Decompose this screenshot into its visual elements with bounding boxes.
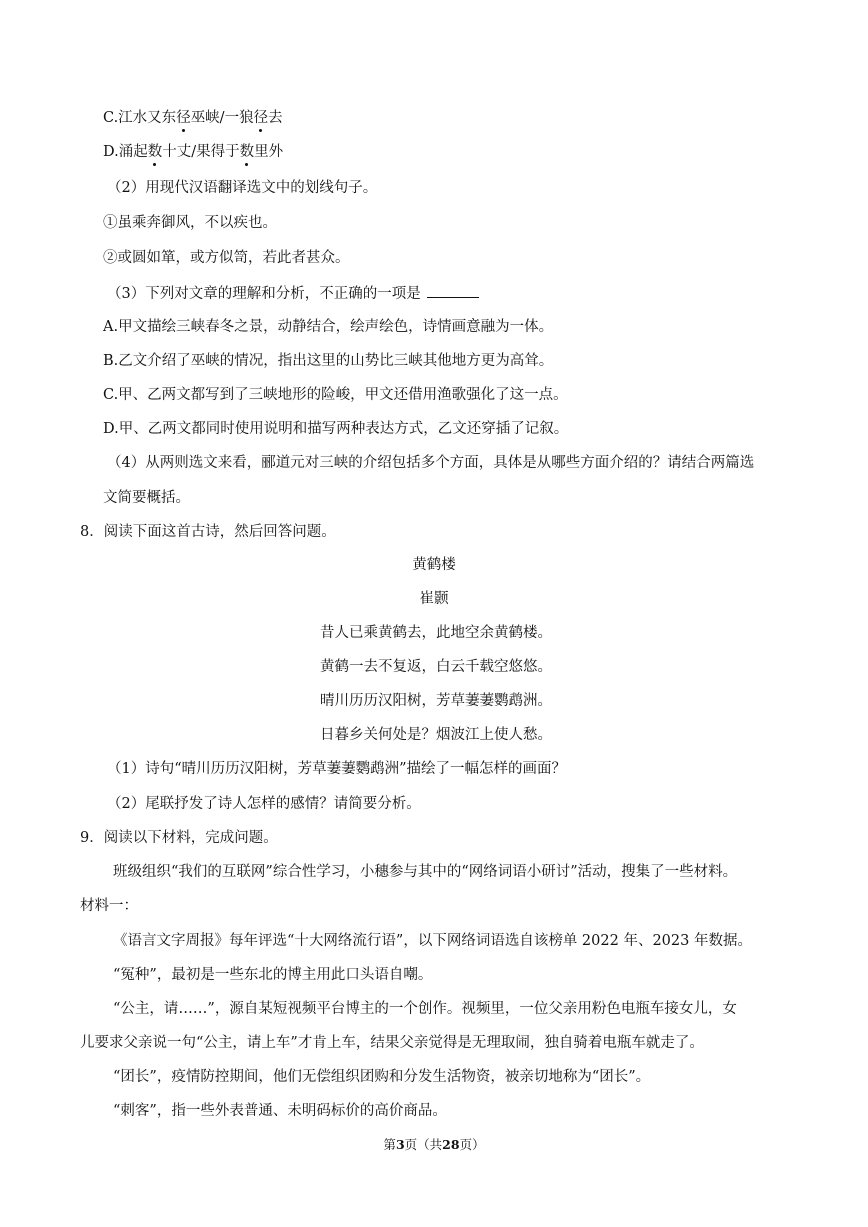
q8-sub-2: （2）尾联抒发了诗人怎样的感情？请简要分析。 [107,796,421,812]
q8-stem: 8．阅读下面这首古诗，然后回答问题。 [80,524,336,540]
q4-line-1: （4）从两则选文来看，郦道元对三峡的介绍包括多个方面，具体是从哪些方面介绍的？请结合两篇选 [107,455,755,471]
q3-prompt: （3）下列对文章的理解和分析，不正确的一项是 [107,283,479,304]
q3-option-d: D.甲、乙两文都同时使用说明和描写两种表达方式，乙文还穿插了记叙。 [103,421,569,437]
q3-option-c: C.甲、乙两文都写到了三峡地形的险峻，甲文还借用渔歌强化了这一点。 [103,387,568,403]
option-c: C.江水又东径巫峡/一狼径去 [103,110,283,126]
dotted-char: 数 [239,144,255,160]
q8-sub-1: （1）诗句“晴川历历汉阳树，芳草萋萋鹦鹉洲”描绘了一幅怎样的画面？ [107,761,567,777]
poem-line: 黄鹤一去不复返，白云千载空悠悠。 [320,659,552,675]
page-total: 28 [442,1137,460,1152]
page-number: 3 [395,1137,405,1152]
option-d: D.涌起数十丈/果得于数里外 [103,144,284,160]
q2-prompt: （2）用现代汉语翻译选文中的划线句子。 [107,180,378,196]
poem-author: 崔颢 [419,591,449,607]
poem-title: 黄鹤楼 [412,557,456,573]
q3-option-a: A.甲文描绘三峡春冬之景，动静结合，绘声绘色，诗情画意融为一体。 [103,319,554,335]
q9-stem: 9．阅读以下材料，完成问题。 [80,830,278,846]
material-paragraph: “团长”，疫情防控期间，他们无偿组织团购和分发生活物资，被亲切地称为“团长”。 [113,1069,651,1085]
poem-line: 晴川历历汉阳树，芳草萋萋鹦鹉洲。 [320,693,552,709]
q2-sentence-2: ②或圆如箪，或方似笥，若此者甚众。 [103,250,350,266]
page-footer: 第3页（共28页） [383,1137,485,1152]
q9-intro: 班级组织“我们的互联网”综合性学习，小穗参与其中的“网络词语小研讨”活动，搜集了一些材料。 [113,864,738,880]
q3-option-b: B.乙文介绍了巫峡的情况，指出这里的山势比三峡其他地方更为高耸。 [103,353,554,369]
material-paragraph: “冤种”，最初是一些东北的博主用此口头语自嘲。 [113,967,433,983]
q4-line-2: 文简要概括。 [103,490,190,506]
material-paragraph: 儿要求父亲说一句“公主，请上车”才肯上车，结果父亲觉得是无理取闹，独自骑着电瓶车就走了。 [80,1035,704,1051]
material-paragraph: 《语言文字周报》每年评选“十大网络流行语”，以下网络词语选自该榜单 2022 年、2023 年数据。 [113,933,752,949]
material-paragraph: “刺客”，指一些外表普通、未明码标价的高价商品。 [113,1103,447,1119]
material-label: 材料一： [80,898,138,914]
answer-blank [427,283,479,298]
q2-sentence-1: ①虽乘奔御风，不以疾也。 [103,215,277,231]
poem-line: 日暮乡关何处是？烟波江上使人愁。 [320,727,552,743]
material-paragraph: “公主，请……”，源自某短视频平台博主的一个创作。视频里，一位父亲用粉色电瓶车接女儿，女 [113,1001,737,1017]
poem-line: 昔人已乘黄鹤去，此地空余黄鹤楼。 [320,625,552,641]
dotted-char: 数 [147,144,163,160]
dotted-char: 径 [253,110,269,126]
dotted-char: 径 [176,110,191,126]
